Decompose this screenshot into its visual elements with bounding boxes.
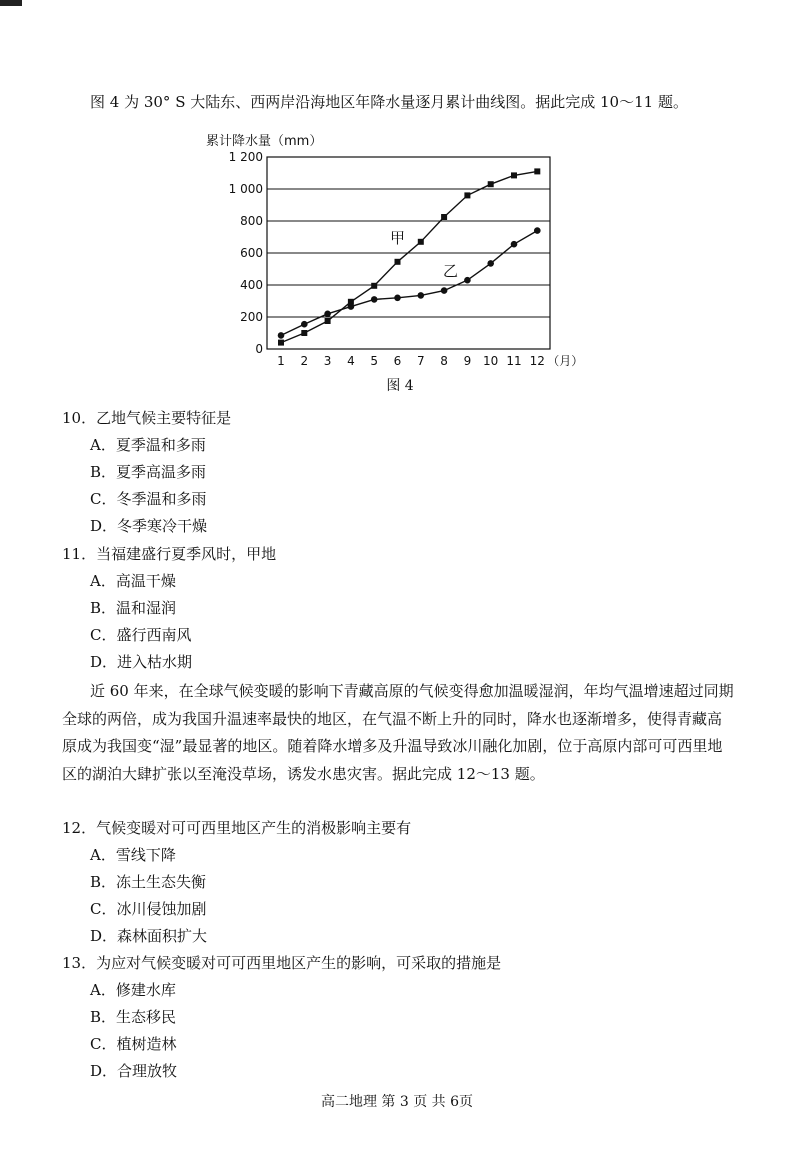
q11-option-d: D．进入枯水期 [90, 653, 193, 671]
q13-option-b: B．生态移民 [90, 1008, 177, 1026]
series-label-jia: 甲 [390, 229, 406, 247]
data-point-yi [348, 303, 355, 310]
x-tick-label: 9 [463, 354, 472, 368]
data-point-yi [487, 260, 494, 267]
precipitation-chart [200, 128, 600, 403]
q13-option-c: C．植树造林 [90, 1035, 177, 1053]
data-point-jia [534, 168, 540, 174]
series-layer [278, 168, 541, 345]
question-12-stem: 12．气候变暖对可可西里地区产生的消极影响主要有 [62, 819, 412, 837]
q10-option-c: C．冬季温和多雨 [90, 490, 207, 508]
data-point-yi [464, 277, 471, 284]
data-point-jia [488, 181, 494, 187]
data-point-yi [418, 292, 425, 299]
data-point-yi [371, 296, 378, 303]
data-point-jia [464, 192, 470, 198]
question-11-stem: 11．当福建盛行夏季风时，甲地 [62, 545, 277, 563]
q12-option-d: D．森林面积扩大 [90, 927, 208, 945]
q10-option-d: D．冬季寒冷干燥 [90, 517, 208, 535]
data-point-jia [441, 214, 447, 220]
page-footer: 高二地理 第 3 页 共 6页 [320, 1094, 474, 1110]
y-tick-label: 0 [255, 342, 263, 356]
data-point-jia [418, 239, 424, 245]
x-tick-label: 4 [347, 354, 355, 368]
data-point-jia [301, 330, 307, 336]
data-point-jia [278, 340, 284, 346]
q12-option-c: C．冰川侵蚀加剧 [90, 900, 207, 918]
question-intro: 图 4 为 30° S 大陆东、西两岸沿海地区年降水量逐月累计曲线图。据此完成 10～11 题。 [90, 93, 688, 111]
reading-passage: 近 60 年来，在全球气候变暖的影响下青藏高原的气候变得愈加温暖湿润，年均气温增速超过同期全球的两倍，成为我国升温速率最快的地区，在气温不断上升的同时，降水也逐渐增多，使得青藏高原成为我国变“湿”最显著的地区。随着降水增多及升温导致冰川融化加剧，位于高原内部可可西里地区的湖泊大肆扩张以至淹没草场，诱发水患灾害。据此完成 12～13 题。 [62, 682, 734, 783]
y-tick-label: 1 000 [228, 182, 263, 196]
question-13-stem: 13．为应对气候变暖对可可西里地区产生的影响，可采取的措施是 [62, 954, 502, 972]
data-point-yi [441, 287, 448, 294]
q11-option-b: B．温和湿润 [90, 599, 177, 617]
q12-option-b: B．冻土生态失衡 [90, 873, 207, 891]
data-point-jia [511, 172, 517, 178]
data-point-jia [371, 283, 377, 289]
x-tick-label: 2 [300, 354, 309, 368]
q13-option-d: D．合理放牧 [90, 1062, 178, 1080]
x-tick-label: 11 [506, 354, 522, 368]
corner-mark [0, 0, 22, 6]
y-tick-label: 600 [240, 246, 263, 260]
data-point-yi [278, 332, 285, 339]
y-tick-label: 800 [240, 214, 263, 228]
y-tick-label: 1 200 [228, 150, 263, 164]
x-tick-label: 1 [277, 354, 285, 368]
data-point-yi [511, 241, 518, 248]
x-tick-label: 3 [323, 354, 332, 368]
q12-option-a: A．雪线下降 [90, 846, 176, 864]
q10-option-a: A．夏季温和多雨 [90, 436, 206, 454]
q11-option-a: A．高温干燥 [90, 572, 176, 590]
x-tick-label: 10 [483, 354, 499, 368]
data-point-yi [394, 295, 401, 302]
x-tick-label: 5 [370, 354, 379, 368]
data-point-yi [301, 321, 308, 328]
figure-caption: 图 4 [386, 378, 414, 394]
x-tick-label: 7 [416, 354, 425, 368]
q10-option-b: B．夏季高温多雨 [90, 463, 207, 481]
data-point-jia [395, 259, 401, 265]
series-line-yi [281, 231, 537, 336]
x-tick-label: 12 [529, 354, 545, 368]
q11-option-c: C．盛行西南风 [90, 626, 192, 644]
x-tick-label: 8 [440, 354, 448, 368]
data-point-yi [534, 227, 541, 234]
series-label-yi: 乙 [443, 262, 459, 280]
y-tick-label: 400 [240, 278, 263, 292]
x-axis-unit: （月） [547, 354, 584, 368]
question-10-stem: 10．乙地气候主要特征是 [62, 409, 232, 427]
data-point-yi [324, 311, 331, 318]
y-tick-label: 200 [240, 310, 263, 324]
y-axis-title: 累计降水量（mm） [206, 134, 323, 149]
x-tick-label: 6 [393, 354, 402, 368]
data-point-jia [325, 318, 331, 324]
q13-option-a: A．修建水库 [90, 981, 176, 999]
